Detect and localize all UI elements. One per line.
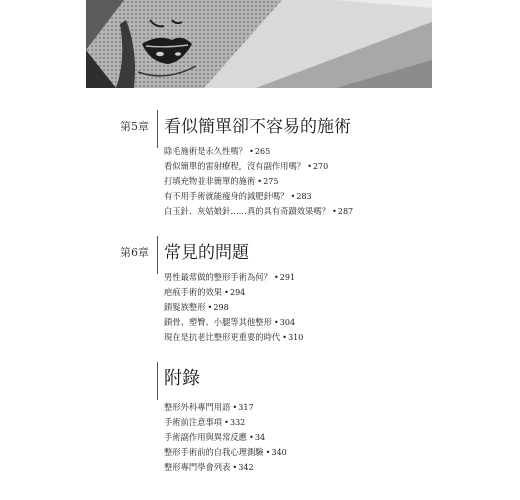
page-number: 298 (213, 303, 229, 312)
page-number: 342 (238, 463, 254, 472)
page-number: 275 (263, 177, 279, 186)
banner-illustration (86, 0, 432, 88)
toc-entry[interactable]: 除毛施術是永久性嗎？ •265 (164, 146, 271, 156)
chapter-5 (120, 110, 440, 216)
toc-entry[interactable]: 現在是抗老比整形更重要的時代 •310 (164, 332, 304, 342)
chapter-title: 常見的問題 (164, 243, 249, 263)
page-number: 310 (288, 333, 304, 342)
appendix-entries (164, 400, 287, 475)
chapter-divider (157, 110, 158, 148)
toc-entry[interactable]: 打填充物並非簡單的施術 •275 (164, 176, 279, 186)
toc-entry[interactable]: 鎖骨、塑臀、小腿等其他整形 •304 (164, 317, 296, 327)
page-number: 294 (230, 288, 246, 297)
toc-entry[interactable]: 男性最常做的整形手術為何？ •291 (164, 272, 296, 282)
toc-entry[interactable]: 整形專門學會列表 •342 (164, 462, 254, 472)
chapter-number: 第5章 (120, 120, 149, 133)
appendix (120, 362, 440, 472)
toc-entry[interactable]: 整形手術前的自我心理測驗 •340 (164, 447, 287, 457)
page-number: 265 (254, 147, 271, 156)
page-number: 283 (296, 192, 312, 201)
page-number: 34 (254, 433, 266, 442)
toc-entry[interactable]: 手術副作用與異常反應 •34 (164, 432, 266, 442)
toc-entry[interactable]: 手術前注意事項 •332 (164, 417, 246, 427)
toc-entry[interactable]: 整形外科專門用語 •317 (164, 402, 254, 412)
page-number: 317 (238, 403, 254, 412)
chapter-entries (164, 144, 353, 219)
toc-entry[interactable]: 看似簡單的雷射療程，沒有副作用嗎？ •270 (164, 161, 329, 171)
chapter-title: 看似簡單卻不容易的施術 (164, 117, 351, 137)
chapter-number: 第6章 (120, 246, 149, 259)
toc-entry[interactable]: 白玉針、灰姑娘針……真的具有奇蹟效果嗎？ •287 (164, 206, 354, 216)
page-number: 270 (312, 162, 329, 171)
chapter-entries (164, 270, 303, 345)
chapter-divider (157, 362, 158, 400)
page-number: 287 (337, 207, 354, 216)
chapter-divider (157, 236, 158, 274)
toc-entry[interactable]: 鎖髮族整形 •298 (164, 302, 229, 312)
page-number: 332 (230, 418, 246, 427)
lips-illustration-icon (86, 0, 432, 88)
toc-entry[interactable]: 有不用手術就能瘦身的減肥針嗎？ •283 (164, 191, 312, 201)
appendix-title: 附錄 (164, 368, 200, 389)
chapter-6 (120, 236, 440, 342)
page-number: 340 (271, 448, 287, 457)
page-number: 304 (279, 318, 296, 327)
page-number: 291 (279, 273, 296, 282)
toc-entry[interactable]: 疤痕手術的效果 •294 (164, 287, 246, 297)
